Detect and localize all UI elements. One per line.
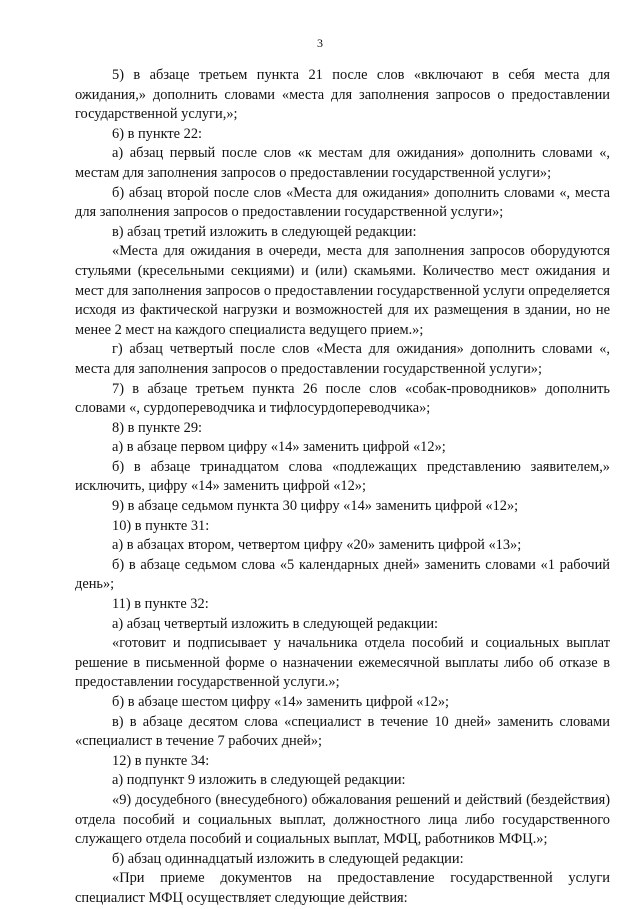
paragraph-item-11: 11) в пункте 32: (112, 596, 209, 613)
paragraph-item-5: 5) в абзаце третьем пункта 21 после слов «включают в себя места для ожидания,» дополнить словами «места для заполнения запросов о предоставлении государственной услуги,»; (75, 67, 610, 123)
quoted-text-12a: «9) досудебного (внесудебного) обжалования решений и действий (бездействия) отдела пособий и социальных выплат, должностного лица либо государственного служащего отдела пособий и социальных выплат, МФЦ, работников МФЦ.»; (75, 791, 610, 848)
paragraph-subitem-11b: б) в абзаце шестом цифру «14» заменить цифрой «12»; (112, 694, 450, 710)
paragraph-subitem-11a: а) абзац четвертый изложить в следующей редакции: (112, 615, 439, 632)
paragraph-item-10: 10) в пункте 31: (112, 517, 210, 534)
paragraph-item-9: 9) в абзаце седьмом пункта 30 цифру «14» заменить цифрой «12»; (112, 498, 519, 515)
paragraph-subitem-12a: а) подпункт 9 изложить в следующей редакции: (112, 772, 406, 789)
paragraph-item-12: 12) в пункте 34: (112, 752, 210, 769)
paragraph-subitem-11v: в) в абзаце десятом слова «специалист в течение 10 дней» заменить словами «специалист в течение 7 рабочих дней»; (75, 713, 610, 750)
quoted-text-12b: «При приеме документов на предоставление государственной услуги специалист МФЦ осуществляет следующие действия: (75, 870, 610, 906)
paragraph-subitem-8b: б) в абзаце тринадцатом слова «подлежащих представлению заявителем,» исключить, цифру «14» заменить цифрой «12»; (75, 458, 610, 495)
paragraph-subitem-6v: в) абзац третий изложить в следующей редакции: (112, 223, 417, 240)
paragraph-subitem-6a: а) абзац первый после слов «к местам для ожидания» дополнить словами «, местам для заполнения запросов о предоставлении государственной услуги»; (75, 145, 610, 181)
paragraph-subitem-6b: б) абзац второй после слов «Места для ожидания» дополнить словами «, места для заполнения запросов о предоставлении государственной услуги»; (75, 184, 610, 221)
page-number: 3 (317, 36, 323, 50)
document-body (75, 66, 610, 909)
paragraph-item-8: 8) в пункте 29: (112, 419, 203, 436)
paragraph-subitem-10a: а) в абзацах втором, четвертом цифру «20» заменить цифрой «13»; (112, 537, 522, 554)
paragraph-item-7: 7) в абзаце третьем пункта 26 после слов «собак-проводников» дополнить словами «, сурдопереводчика и тифлосурдопереводчика»; (75, 380, 610, 417)
paragraph-subitem-6g: г) абзац четвертый после слов «Места для ожидания» дополнить словами «, места для заполнения запросов о предоставлении государственной услуги»; (75, 341, 610, 377)
quoted-text-6v: «Места для ожидания в очереди, места для заполнения запросов оборудуются стульями (кресельными секциями) и (или) скамьями. Количество мест ожидания и мест для заполнения запросов о предоставлении государственной услуги определяется исходя из фактической нагрузки и возможностей для их размещения в здании, но не менее 2 мест на каждого специалиста ведущего прием.»; (75, 243, 610, 338)
paragraph-subitem-12b: б) абзац одиннадцатый изложить в следующей редакции: (112, 850, 464, 867)
quoted-text-11a: «готовит и подписывает у начальника отдела пособий и социальных выплат решение в письменной форме о назначении ежемесячной выплаты либо об отказе в предоставлении государственной услуги.»; (75, 635, 610, 691)
paragraph-subitem-10b: б) в абзаце седьмом слова «5 календарных дней» заменить словами «1 рабочий день»; (75, 556, 610, 593)
paragraph-subitem-8a: а) в абзаце первом цифру «14» заменить цифрой «12»; (112, 439, 446, 456)
paragraph-item-6: 6) в пункте 22: (112, 125, 203, 142)
